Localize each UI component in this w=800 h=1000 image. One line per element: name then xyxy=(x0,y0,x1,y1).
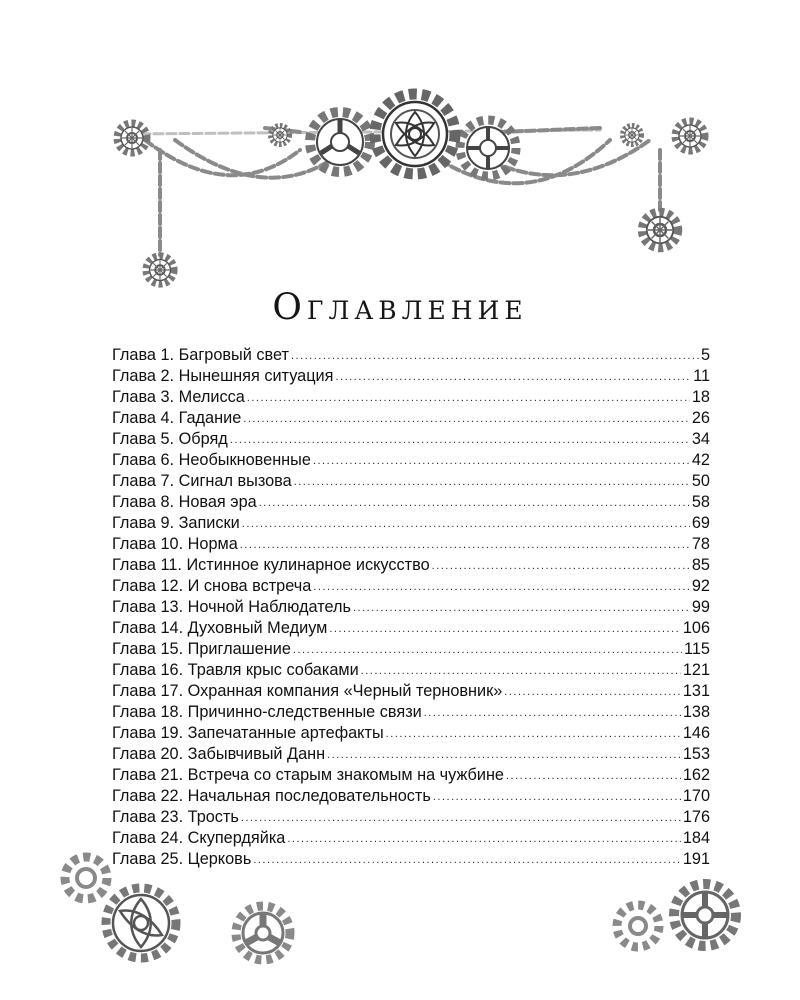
toc-entry[interactable] xyxy=(112,765,710,786)
toc-entry-title: Глава 22. Начальная последовательность xyxy=(112,787,431,805)
toc-entry-title: Глава 11. Истинное кулинарное искусство xyxy=(112,556,430,574)
gear-icon xyxy=(608,896,668,956)
toc-entry[interactable] xyxy=(112,597,710,618)
toc-entry[interactable] xyxy=(112,429,710,450)
toc-entry-page: 92 xyxy=(691,577,710,595)
gear-icon xyxy=(117,123,147,153)
toc-entry-title: Глава 15. Приглашение xyxy=(112,640,291,658)
toc-entry-title: Глава 3. Мелисса xyxy=(112,388,245,406)
toc-entry[interactable] xyxy=(112,723,710,744)
toc-entry-page: 99 xyxy=(691,598,710,616)
toc-dot-leader xyxy=(253,850,681,871)
toc-dot-leader xyxy=(432,556,690,577)
table-of-contents xyxy=(112,345,710,870)
toc-dot-leader xyxy=(293,640,682,661)
gear-icon xyxy=(96,878,186,968)
toc-entry-page: 121 xyxy=(682,661,710,679)
toc-entry-title: Глава 25. Церковь xyxy=(112,850,252,868)
page-title: Оглавление xyxy=(272,287,528,329)
toc-entry-page: 146 xyxy=(682,724,710,742)
toc-entry-page: 78 xyxy=(691,535,710,553)
toc-entry[interactable] xyxy=(112,366,710,387)
toc-dot-leader xyxy=(287,829,680,850)
toc-entry-title: Глава 1. Багровый свет xyxy=(112,346,289,364)
toc-dot-leader xyxy=(353,598,690,619)
toc-entry-title: Глава 24. Скупердяйка xyxy=(112,829,286,847)
toc-entry[interactable] xyxy=(112,786,710,807)
toc-entry-page: 184 xyxy=(682,829,710,847)
toc-entry[interactable] xyxy=(112,345,710,366)
toc-entry-page: 176 xyxy=(682,808,710,826)
toc-entry-page: 131 xyxy=(682,682,710,700)
toc-dot-leader xyxy=(294,472,690,493)
toc-entry-title: Глава 8. Новая эра xyxy=(112,493,257,511)
gear-icon xyxy=(622,125,642,145)
toc-entry-title: Глава 9. Записки xyxy=(112,514,240,532)
toc-entry[interactable] xyxy=(112,408,710,429)
toc-dot-leader xyxy=(230,430,690,451)
toc-entry-title: Глава 18. Причинно-следственные связи xyxy=(112,703,422,721)
gear-icon xyxy=(270,125,290,145)
toc-dot-leader xyxy=(313,451,690,472)
toc-entry-page: 115 xyxy=(684,640,710,658)
toc-entry[interactable] xyxy=(112,849,710,870)
toc-entry-title: Глава 14. Духовный Медиум xyxy=(112,619,328,637)
toc-entry-page: 50 xyxy=(691,472,710,490)
toc-entry-title: Глава 2. Нынешняя ситуация xyxy=(112,367,334,385)
toc-entry-page: 153 xyxy=(682,745,710,763)
toc-entry-page: 170 xyxy=(682,787,710,805)
toc-dot-leader xyxy=(259,493,690,514)
toc-dot-leader xyxy=(243,409,690,430)
toc-dot-leader xyxy=(504,682,681,703)
toc-entry-title: Глава 5. Обряд xyxy=(112,430,228,448)
gear-icon xyxy=(146,256,175,285)
gear-icon xyxy=(664,874,746,956)
toc-entry-page: 42 xyxy=(691,451,710,469)
toc-entry-title: Глава 19. Запечатанные артефакты xyxy=(112,724,384,742)
toc-entry[interactable] xyxy=(112,660,710,681)
toc-entry-title: Глава 7. Сигнал вызова xyxy=(112,472,292,490)
toc-entry[interactable] xyxy=(112,618,710,639)
toc-entry-page: 34 xyxy=(691,430,710,448)
toc-dot-leader xyxy=(361,661,681,682)
toc-dot-leader xyxy=(241,808,681,829)
toc-entry-title: Глава 4. Гадание xyxy=(112,409,242,427)
toc-entry-page: 5 xyxy=(700,346,710,364)
toc-entry-page: 26 xyxy=(691,409,710,427)
toc-dot-leader xyxy=(242,514,690,535)
toc-entry-title: Глава 23. Трость xyxy=(112,808,239,826)
toc-entry-page: 58 xyxy=(691,493,710,511)
toc-entry-page: 162 xyxy=(682,766,710,784)
toc-entry[interactable] xyxy=(112,828,710,849)
toc-entry-title: Глава 17. Охранная компания «Черный терновник» xyxy=(112,682,503,700)
gear-icon xyxy=(228,898,298,968)
toc-entry-title: Глава 20. Забывчивый Данн xyxy=(112,745,326,763)
toc-entry-title: Глава 16. Травля крыс собаками xyxy=(112,661,359,679)
toc-dot-leader xyxy=(247,388,690,409)
toc-entry-page: 11 xyxy=(693,367,710,385)
gear-icon xyxy=(642,212,678,248)
toc-dot-leader xyxy=(291,346,699,367)
toc-entry[interactable] xyxy=(112,450,710,471)
toc-entry-page: 106 xyxy=(682,619,710,637)
gear-icon xyxy=(375,94,455,174)
gear-icon xyxy=(675,121,705,151)
toc-entry-title: Глава 12. И снова встреча xyxy=(112,577,312,595)
toc-entry[interactable] xyxy=(112,492,710,513)
toc-entry[interactable] xyxy=(112,471,710,492)
toc-entry-title: Глава 21. Встреча со старым знакомым на чужбине xyxy=(112,766,504,784)
toc-entry[interactable] xyxy=(112,576,710,597)
toc-entry-page: 85 xyxy=(691,556,710,574)
toc-dot-leader xyxy=(329,619,680,640)
toc-dot-leader xyxy=(424,703,681,724)
toc-entry-title: Глава 13. Ночной Наблюдатель xyxy=(112,598,351,616)
toc-dot-leader xyxy=(386,724,681,745)
toc-entry[interactable] xyxy=(112,534,710,555)
toc-entry-page: 191 xyxy=(682,850,710,868)
toc-entry[interactable] xyxy=(112,681,710,702)
gear-icon xyxy=(310,112,370,172)
toc-entry-page: 18 xyxy=(691,388,710,406)
toc-entry[interactable] xyxy=(112,702,710,723)
toc-entry[interactable] xyxy=(112,513,710,534)
toc-dot-leader xyxy=(313,577,690,598)
toc-dot-leader xyxy=(433,787,681,808)
toc-dot-leader xyxy=(506,766,681,787)
toc-entry[interactable] xyxy=(112,639,710,660)
toc-entry-title: Глава 6. Необыкновенные xyxy=(112,451,311,469)
toc-dot-leader xyxy=(327,745,681,766)
toc-entry[interactable] xyxy=(112,807,710,828)
gear-chain-ornament xyxy=(0,0,800,300)
toc-entry[interactable] xyxy=(112,555,710,576)
toc-dot-leader xyxy=(240,535,690,556)
toc-entry-page: 138 xyxy=(682,703,710,721)
toc-entry-page: 69 xyxy=(691,514,710,532)
toc-dot-leader xyxy=(335,367,691,388)
toc-entry-title: Глава 10. Норма xyxy=(112,535,238,553)
toc-entry[interactable] xyxy=(112,744,710,765)
toc-entry[interactable] xyxy=(112,387,710,408)
